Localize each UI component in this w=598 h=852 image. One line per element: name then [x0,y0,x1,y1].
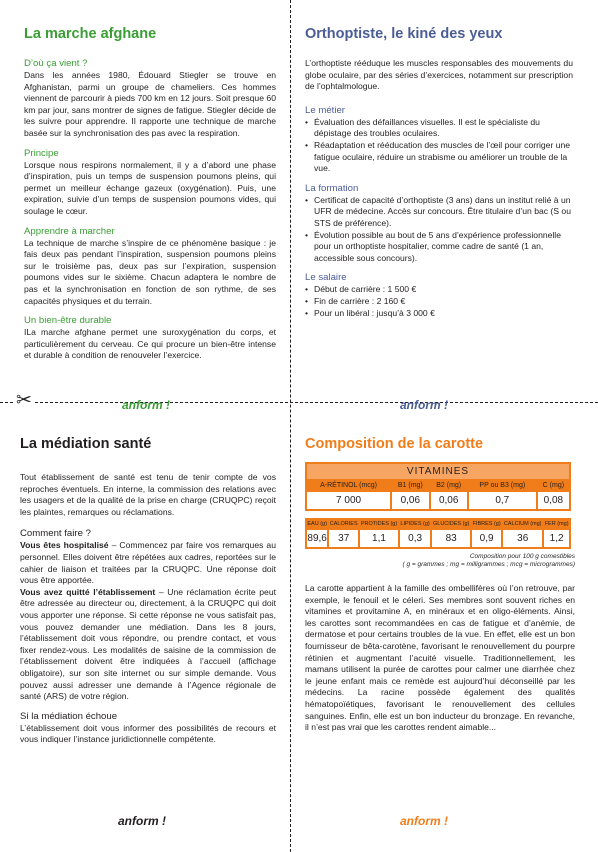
table-cell: 0,7 [469,492,536,509]
section-heading: D’où ça vient ? [24,58,88,69]
horizontal-cut-line [0,402,598,403]
card-marche-afghane [24,26,276,370]
list-item: • Certificat de capacité d’orthoptiste (3 ans) dans un institut relié à un UFR de médecine. Accès sur concours. Être titulaire d’un bac (S ou STS de préférence). [305,195,573,230]
intro-text: L’orthoptiste rééduque les muscles responsables des mouvements du globe oculaire, par des séries d’exercices, notamment sur prescription de l’ophtalmologue. [305,58,573,92]
lead-text: Vous êtes hospitalisé [20,540,109,551]
table-cell: 36 [503,530,542,547]
bullet-list [305,117,573,175]
section-heading: Le métier [305,104,345,116]
section [24,315,276,362]
table-header: B1 (mg) [392,481,428,490]
composition-table [305,518,571,549]
table-cell: 83 [432,530,470,547]
lead-text: Vous avez quitté l’établissement [20,586,156,597]
list-item: • Pour un libéral : jusqu’à 3 000 € [305,308,573,320]
body-text: La carotte appartient à la famille des ombellifères où l’on retrouve, par exemple, le fenouil et le céleri. Ses membres sont souvent riches en vitamines et provitamine A, en minéraux et en oligo-éléments. Ainsi, les carottes sont recommandées en cas de fatigue et d’anémie, de dermatose et pour certains troubles de la vue. En effet, elle est un bon fournisseur de bêta-carotène, favorisant le renouvellement du pourpre rétinien et augmentant l’acuité visuelle. Traditionnellement, les mamans utilisent la purée de carottes pour calmer une diarrhée chez le jeune enfant mais ce remède est aujourd’hui déconseillé par les médecins. La racine possède également des qualités hématopoïétiques, favorisant le renouvellement des cellules sanguines. Enfin, elle est un bon inducteur du bronzage. En revanche, il n’est pas vrai que les carottes rendent aimable... [305,583,575,733]
brand-footer: anform ! [118,814,166,828]
table-caption: Composition pour 100 g comestibles [469,553,575,560]
list-item: • Début de carrière : 1 500 € [305,284,573,296]
table-cell: 0,06 [392,492,428,509]
table-cell: 7 000 [307,492,390,509]
table-cell: 89,6 [307,530,327,547]
table-header: FER (mg) [544,521,569,527]
bullet-list [305,195,573,265]
brand-footer: anform ! [400,814,448,828]
body-text: – Commencez par faire vos remarques au personnel. Elles doivent être répétées aux cadres, reportées sur le cahier de liaison et traitées par la CRUQPC. Une réponse doit vous être apportée. [20,540,276,586]
table-header: C (mg) [538,481,569,490]
bullet-list [305,284,573,319]
section [20,711,276,746]
section-body: Lorsque nous respirons normalement, il y a d’abord une phase d’inspiration, puis un temps de suspension poumons pleins, qui permet un meilleur échange gazeux (oxygénation). Puis, une expiration, suivie d’un temps de suspension poumons vides, qui soulage le cœur. [24,159,276,216]
table-header: FIBRES (g) [472,521,501,527]
table-header: LIPIDES (g) [400,521,430,527]
brand-footer: anform ! [122,398,170,412]
table-cell: 0,3 [400,530,430,547]
table-header: EAU (g) [307,521,327,527]
card-orthoptiste [305,26,573,327]
section-body: ILa marche afghane permet une suroxygénation du corps, et particulièrement du cerveau. Ce qui procure un bien-être intense et durable à condition de renouveler l’exercice. [24,327,276,361]
table-header: GLUCIDES (g) [432,521,470,527]
table-cell: 1,2 [544,530,569,547]
table-cell: 0,06 [431,492,467,509]
section-heading: Un bien-être durable [24,315,112,327]
table-cell: 0,9 [472,530,501,547]
table-caption-units: ( g = grammes ; mg = milligrammes ; mcg = microgrammes) [402,561,575,568]
vitamins-table [305,462,571,511]
table-header: CALCIUM (mg) [503,521,542,527]
section [305,105,573,175]
section-body [20,587,276,703]
table-cell: 0,08 [538,492,569,509]
section [305,183,573,265]
card-title: La médiation santé [20,436,152,452]
section-heading: Principe [24,147,59,159]
section-heading: Comment faire ? [20,528,91,540]
section [305,272,573,319]
vitamins-title: VITAMINES [307,464,569,479]
body-text: – Une réclamation écrite peut être adressée au directeur ou, directement, à la CRUQPC qui doit vous apporter une réponse. Si cette réponse ne vous satisfait pas, vous pouvez demander une médiation. Dans les 8 jours, l’établissement doit vous répondre, ou prendre contact, et vous fixer rendez-vous. Les modalités de saisine de la commission de l’établissement doivent être indiquées à l’accueil (affichage obligatoire), sur son site internet ou sur simple demande. Vous pouvez aussi adresser une demande à l’Agence régionale de santé (ARS) de votre région. [20,586,276,702]
card-mediation-sante [20,436,276,754]
card-composition-carotte [305,436,575,734]
table-cell: 37 [329,530,358,547]
section-body: Dans les années 1980, Édouard Stiegler se trouve en Afghanistan, parmi un groupe de chameliers. Ces hommes viennent de parcourir à pieds 700 km en 12 jours. Soit presque 60 km par jour, sans montrer de signes de fatigue. Stiegler décide de les suivre pour apprendre. Il rapporte une technique de marche basée sur la synchronisation des pas avec la respiration. [24,70,276,138]
list-item: • Évolution possible au bout de 5 ans d’expérience professionnelle pour un orthoptiste hospitalier, comme cadre de santé (1 an, accessible sous concours). [305,230,573,265]
section-heading: Si la médiation échoue [20,710,118,722]
intro-text: Tout établissement de santé est tenu de tenir compte de vos reproches éventuels. En interne, la commission des relations avec les usagers et de la qualité de la prise en charge (CRUQPC) reçoit les plaintes, remarques ou réclamations. [20,472,276,517]
table-header: PROTIDES (g) [360,521,398,527]
table-cell: 1,1 [360,530,398,547]
table-header: CALORIES [329,521,358,527]
section-body: L’établissement doit vous informer des possibilités de recours et vous indiquer l’instance juridictionnelle compétente. [20,722,276,745]
section-body [20,540,276,586]
card-title: Orthoptiste, le kiné des yeux [305,26,503,42]
section [24,226,276,308]
brand-footer: anform ! [400,398,448,412]
list-item: • Réadaptation et rééducation des muscles de l’œil pour corriger une fatigue oculaire, réduire un strabisme ou améliorer un trouble de la vue. [305,140,573,175]
section-heading: Le salaire [305,272,347,284]
table-header: PP ou B3 (mg) [469,481,536,490]
section [24,148,276,218]
section-heading: Apprendre à marcher [24,225,115,237]
list-item: • Évaluation des défaillances visuelles. Il est le spécialiste du dépistage des troubles oculaires. [305,117,573,140]
card-title: La marche afghane [24,26,157,42]
section-body: La technique de marche s’inspire de ce phénomène basique : je fais deux pas pendant l’inspiration, suspension poumons pleins sur le troisième pas, deux pas sur l’expiration, suspension poumons vides sur le sixième. Chacun adaptera le nombre de pas et la synchronisation en fonction de son rythme, de ses capacités physiques et du terrain. [24,237,276,306]
vertical-cut-line [290,0,291,852]
scissors-icon: ✂ [16,390,32,411]
section [20,528,276,702]
section [24,58,276,140]
list-item: • Fin de carrière : 2 160 € [305,296,573,308]
section-heading: La formation [305,182,359,194]
table-header: A-RÉTINOL (mcg) [307,481,390,490]
table-header: B2 (mg) [431,481,467,490]
card-title: Composition de la carotte [305,436,484,452]
